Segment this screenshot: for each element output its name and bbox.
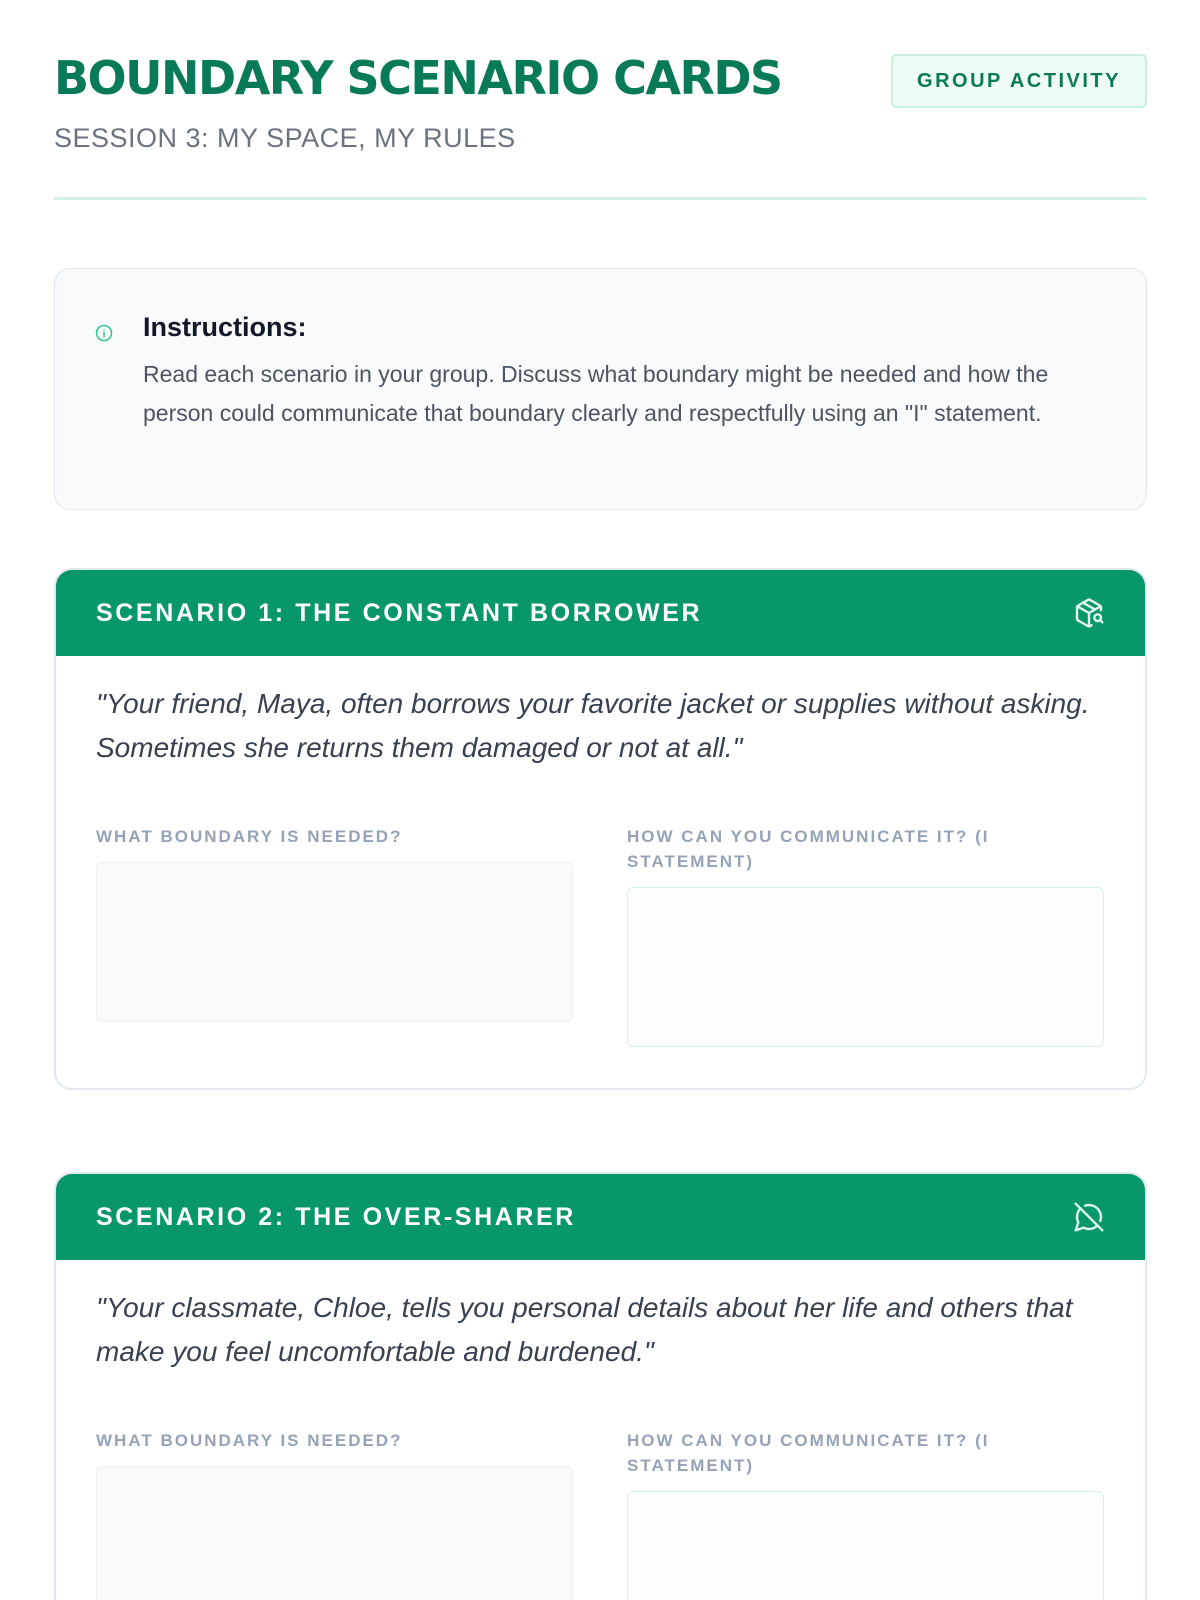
page-subtitle: SESSION 3: MY SPACE, MY RULES [54, 123, 516, 153]
boundary-answer-box[interactable] [96, 1466, 573, 1600]
group-activity-badge: GROUP ACTIVITY [891, 54, 1147, 108]
instructions-panel [54, 268, 1147, 510]
scenario-quote: "Your friend, Maya, often borrows your favorite jacket or supplies without asking. Sometimes she returns them damaged or not at all." [96, 688, 1090, 763]
boundary-label: WHAT BOUNDARY IS NEEDED? [96, 827, 403, 846]
message-off-icon [1073, 1201, 1105, 1233]
page-title: BOUNDARY SCENARIO CARDS [54, 51, 782, 105]
scenario-card-header [56, 1174, 1145, 1260]
communicate-answer-box[interactable] [627, 1491, 1104, 1600]
package-search-icon [1073, 597, 1105, 629]
scenario-title: SCENARIO 1: THE CONSTANT BORROWER [96, 599, 703, 627]
scenario-card-header [56, 570, 1145, 656]
scenario-title: SCENARIO 2: THE OVER-SHARER [96, 1203, 576, 1231]
scenario-quote: "Your classmate, Chloe, tells you personal details about her life and others that make you feel uncomfortable and burdened." [96, 1292, 1073, 1367]
boundary-label: WHAT BOUNDARY IS NEEDED? [96, 1431, 403, 1450]
scenario-card-1 [54, 568, 1147, 1090]
communicate-answer-box[interactable] [627, 887, 1104, 1047]
page-header [54, 52, 1147, 200]
boundary-answer-box[interactable] [96, 862, 573, 1022]
instructions-heading: Instructions: [143, 312, 307, 342]
communicate-label: HOW CAN YOU COMMUNICATE IT? (I STATEMENT) [627, 1431, 990, 1475]
instructions-text: Read each scenario in your group. Discuss what boundary might be needed and how the person could communicate that boundary clearly and respectfully using an "I" statement. [143, 361, 1049, 426]
info-icon [95, 324, 113, 342]
scenario-card-2 [54, 1172, 1147, 1600]
communicate-label: HOW CAN YOU COMMUNICATE IT? (I STATEMENT) [627, 827, 990, 871]
